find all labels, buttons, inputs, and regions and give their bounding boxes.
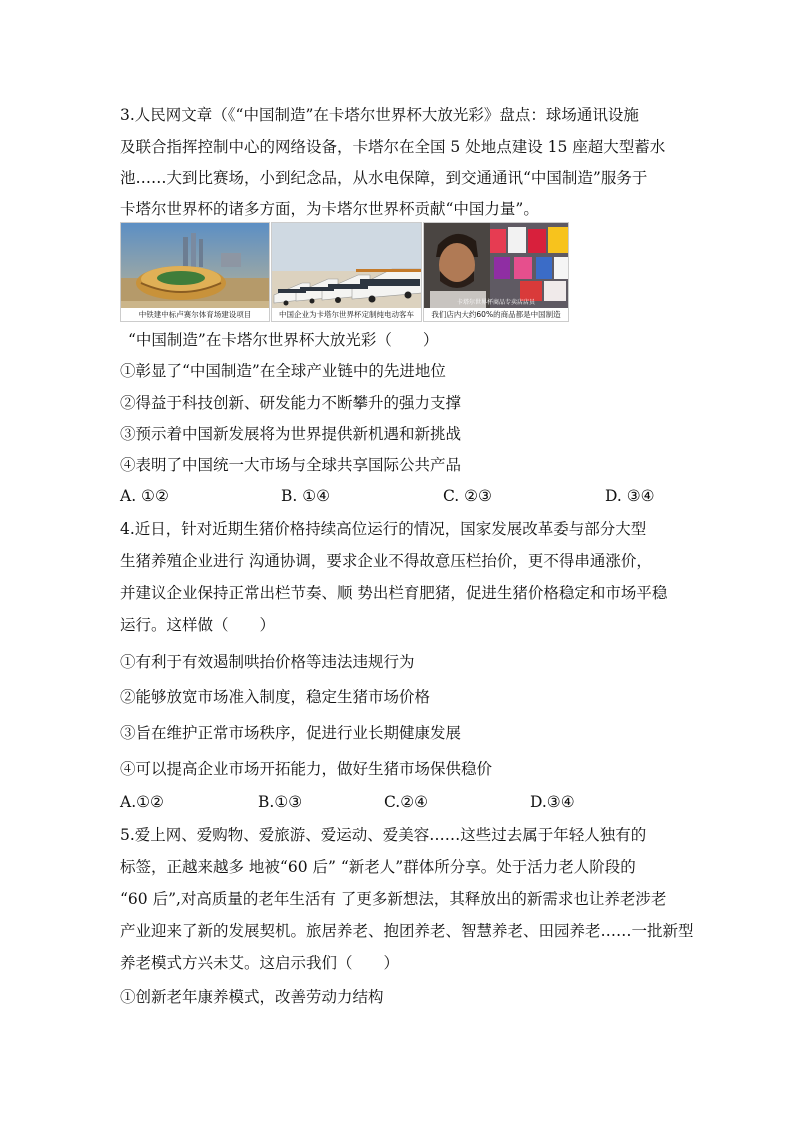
stadium-photo-caption: 中铁建中标卢赛尔体育场建设项目 xyxy=(121,308,269,321)
q3-option-c: C. ②③ xyxy=(443,487,492,505)
q4-line-2: 生猪养殖企业进行 沟通协调，要求企业不得故意压栏抬价，更不得串通涨价， xyxy=(120,552,652,570)
q3-item-4: ④表明了中国统一大市场与全球共享国际公共产品 xyxy=(120,456,462,474)
q3-stem: “中国制造”在卡塔尔世界杯大放光彩（ ） xyxy=(128,331,439,349)
shop-clerk-photo-overlay: 卡塔尔世界杯商品专卖店店员 xyxy=(456,299,535,306)
q3-line-3: 池……大到比赛场，小到纪念品，从水电保障，到交通通讯“中国制造”服务于 xyxy=(120,169,648,187)
shop-clerk-photo-caption: 我们店内大约60%的商品都是中国制造 xyxy=(424,308,568,321)
q4-item-1: ①有利于有效遏制哄抬价格等违法违规行为 xyxy=(120,653,415,671)
q4-item-4: ④可以提高企业市场开拓能力，做好生猪市场保供稳价 xyxy=(120,760,493,778)
q4-option-b: B.①③ xyxy=(258,793,303,811)
bus-fleet-photo xyxy=(271,222,422,322)
q4-line-1: 4.近日，针对近期生猪价格持续高位运行的情况，国家发展改革委与部分大型 xyxy=(120,520,647,538)
shop-clerk-photo xyxy=(423,222,569,322)
q5-line-3: “60 后”,对高质量的老年生活有 了更多新想法，其释放出的新需求也让养老涉老 xyxy=(120,890,667,908)
q4-item-3: ③旨在维护正常市场秩序，促进行业长期健康发展 xyxy=(120,724,462,742)
q3-line-1: 3.人民网文章（《“中国制造”在卡塔尔世界杯大放光彩》盘点：球场通讯设施 xyxy=(120,106,639,124)
q4-option-c: C.②④ xyxy=(384,793,429,811)
stadium-photo xyxy=(120,222,270,322)
q4-option-d: D.③④ xyxy=(530,793,575,811)
q3-item-1: ①彰显了“中国制造”在全球产业链中的先进地位 xyxy=(120,362,446,380)
q4-line-3: 并建议企业保持正常出栏节奏、顺 势出栏育肥猪，促进生猪价格稳定和市场平稳 xyxy=(120,584,668,602)
q5-line-4: 产业迎来了新的发展契机。旅居养老、抱团养老、智慧养老、田园养老……一批新型 xyxy=(120,922,694,940)
bus-fleet-photo-caption: 中国企业为卡塔尔世界杯定制纯电动客车 xyxy=(272,308,421,321)
q5-line-2: 标签，正越来越多 地被“60 后” “新老人”群体所分享。处于活力老人阶段的 xyxy=(120,858,636,876)
q3-option-d: D. ③④ xyxy=(605,487,655,505)
q3-line-2: 及联合指挥控制中心的网络设备，卡塔尔在全国 5 处地点建设 15 座超大型蓄水 xyxy=(120,138,666,156)
q5-item-1: ①创新老年康养模式，改善劳动力结构 xyxy=(120,988,384,1006)
q3-option-a: A. ①② xyxy=(120,487,169,505)
q5-line-5: 养老模式方兴未艾。这启示我们（ ） xyxy=(120,954,400,972)
q3-item-3: ③预示着中国新发展将为世界提供新机遇和新挑战 xyxy=(120,425,462,443)
q3-item-2: ②得益于科技创新、研发能力不断攀升的强力支撑 xyxy=(120,394,462,412)
q3-option-b: B. ①④ xyxy=(281,487,331,505)
q4-item-2: ②能够放宽市场准入制度，稳定生猪市场价格 xyxy=(120,688,431,706)
q3-line-4: 卡塔尔世界杯的诸多方面，为卡塔尔世界杯贡献“中国力量”。 xyxy=(120,200,539,218)
q4-line-4: 运行。这样做（ ） xyxy=(120,616,276,634)
q5-line-1: 5.爱上网、爱购物、爱旅游、爱运动、爱美容……这些过去属于年轻人独有的 xyxy=(120,826,647,844)
q3-photo-strip xyxy=(120,222,569,322)
q4-option-a: A.①② xyxy=(120,793,164,811)
